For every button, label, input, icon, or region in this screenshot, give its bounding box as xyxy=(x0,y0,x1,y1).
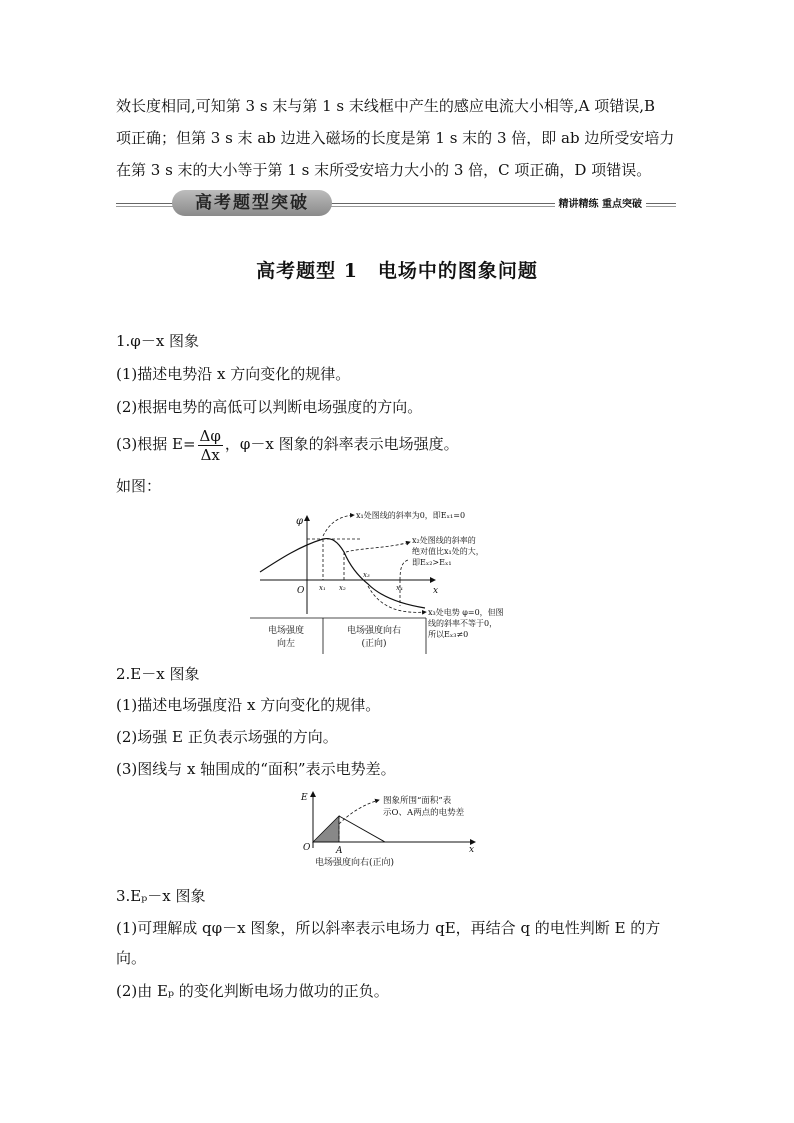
x4-label: x₄ xyxy=(396,584,403,592)
part3-heading: 3.Eₚ－x 图象 xyxy=(116,887,206,905)
paragraph-line-2: 项正确；但第 3 s 末 ab 边进入磁场的长度是第 1 s 末的 3 倍，即 ab 边所受安培力 xyxy=(116,129,675,147)
region2-line1: 电场强度向右 xyxy=(346,626,402,636)
note2-arrow-x4 xyxy=(400,560,408,580)
x1-label: x₁ xyxy=(319,584,326,592)
region2-line2: (正向) xyxy=(361,639,387,649)
part1-item3-prefix: (3)根据 E= xyxy=(116,435,196,453)
banner-tag: 高考题型突破 xyxy=(172,190,332,216)
x-axis-label: x xyxy=(433,586,439,596)
note3-line2: 线的斜率不等于0， xyxy=(428,619,498,628)
part3-item2: (2)由 Eₚ 的变化判断电场力做功的正负。 xyxy=(116,982,389,1000)
note2-line3: 即Eₓ₂>Eₓ₁ xyxy=(412,558,452,567)
slope-fraction xyxy=(198,427,223,464)
fraction-numerator: Δφ xyxy=(199,426,221,445)
e-x-figure xyxy=(295,788,510,872)
part2-item3: (3)图线与 x 轴围成的“面积”表示电势差。 xyxy=(116,760,396,778)
x3-label: x₃ xyxy=(363,571,370,579)
origin-label: O xyxy=(303,843,311,853)
part3-item1-line2: 向。 xyxy=(116,949,147,967)
point-a-label: A xyxy=(336,846,343,856)
note3-line1: x₃处电势 φ=0，但图 xyxy=(428,608,504,617)
part1-item3 xyxy=(116,422,459,466)
region1-line2: 向左 xyxy=(276,639,296,649)
part2-heading: 2.E－x 图象 xyxy=(116,665,200,683)
x-axis-label: x xyxy=(469,845,475,855)
y-axis-label: E xyxy=(301,793,308,803)
note2-line1: x₂处图线的斜率的 xyxy=(412,536,476,545)
note-arrow xyxy=(339,800,379,824)
shaded-area xyxy=(313,816,339,842)
paragraph-line-3: 在第 3 s 末的大小等于第 1 s 末所受安培力大小的 3 倍，C 项正确，D 项错误。 xyxy=(116,161,652,179)
note1-arrow xyxy=(323,515,354,536)
note-line1: 图象所围“面积”表 xyxy=(383,796,452,806)
phi-x-figure xyxy=(250,504,550,656)
part3-item1-line1: (1)可理解成 qφ－x 图象，所以斜率表示电场力 qE，再结合 q 的电性判断 E 的方 xyxy=(116,919,661,937)
origin-label: O xyxy=(297,586,305,596)
e-line-down xyxy=(339,816,385,842)
paragraph-line-1: 效长度相同,可知第 3 s 末与第 1 s 末线框中产生的感应电流大小相等,A 项错误,B xyxy=(116,97,656,115)
note2-arrow xyxy=(346,542,410,552)
part2-item1: (1)描述电场强度沿 x 方向变化的规律。 xyxy=(116,696,381,714)
region1-line1: 电场强度 xyxy=(267,626,305,636)
part1-heading: 1.φ－x 图象 xyxy=(116,332,200,350)
note2-line2: 绝对值比x₁处的大， xyxy=(412,547,484,556)
fraction-denominator: Δx xyxy=(200,445,220,464)
note-line2: 示O、A两点的电势差 xyxy=(383,808,465,818)
part1-item1: (1)描述电势沿 x 方向变化的规律。 xyxy=(116,365,351,383)
section-title: 高考题型 1 电场中的图象问题 xyxy=(256,260,538,282)
banner-right-text: 精讲精练 重点突破 xyxy=(555,195,646,210)
note1-text: x₁处图线的斜率为0，即Eₓ₁=0 xyxy=(356,511,466,520)
part1-item2: (2)根据电势的高低可以判断电场强度的方向。 xyxy=(116,398,423,416)
part1-item3-suffix: ，φ－x 图象的斜率表示电场强度。 xyxy=(224,435,459,453)
section-banner xyxy=(116,190,676,216)
bottom-label: 电场强度向右(正向) xyxy=(315,858,395,868)
note3-line3: 所以Eₓ₃≠0 xyxy=(428,630,469,639)
x2-label: x₂ xyxy=(339,584,346,592)
as-shown-label: 如图： xyxy=(116,477,162,495)
y-axis-label: φ xyxy=(296,516,304,527)
part2-item2: (2)场强 E 正负表示场强的方向。 xyxy=(116,728,338,746)
